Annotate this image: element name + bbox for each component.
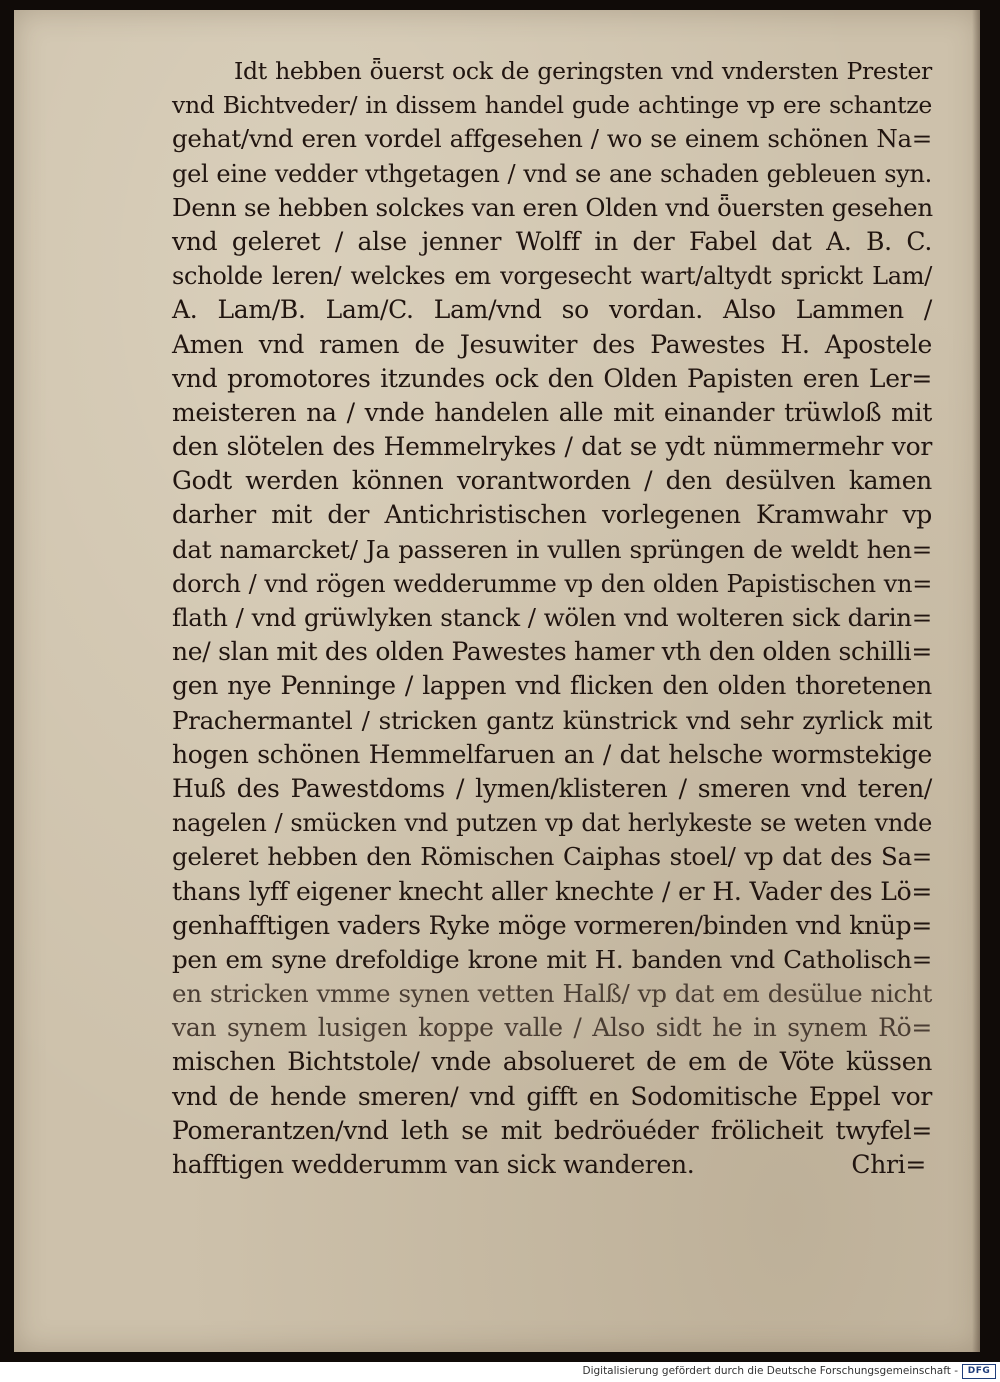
text-line: Denn se hebben solckes van eren Olden vnd ȫuersten gesehen <box>172 192 933 222</box>
text-line: gel eine vedder vthgetagen / vnd se ane schaden gebleuen syn. <box>172 159 932 188</box>
text-line: vnd promotores itzundes ock den Olden Papisten eren Ler= <box>172 363 932 393</box>
text-line-last <box>172 1148 932 1182</box>
book-page <box>14 10 980 1352</box>
text-line: geleret hebben den Römischen Caiphas stoel/ vp dat des Sa= <box>172 842 932 872</box>
text-line: Pomerantzen/vnd leth se mit bedröuéder frölicheit twyfel= <box>172 1115 932 1145</box>
text-line: darher mit der Antichristischen vorlegenen Kramwahr vp <box>172 500 932 530</box>
text-line: Huß des Pawestdoms / lymen/klisteren / smeren vnd teren/ <box>172 773 932 803</box>
text-line: pen em syne drefoldige krone mit H. banden vnd Catholisch= <box>172 944 932 974</box>
text-line: mischen Bichtstole/ vnde absolueret de em de Vöte küssen <box>172 1047 932 1077</box>
text-line: scholde leren/ welckes em vorgesecht wart/altydt sprickt Lam/ <box>172 262 932 291</box>
text-line: meisteren na / vnde handelen alle mit einander trüwloß mit <box>172 397 932 427</box>
text-line: van synem lusigen koppe valle / Also sidt he in synem Rö= <box>172 1013 932 1043</box>
last-line-text: hafftigen wedderumm van sick wanderen. <box>172 1150 695 1179</box>
text-line: Amen vnd ramen de Jesuwiter des Pawestes H. Apostele <box>172 329 932 359</box>
text-line: Prachermantel / stricken gantz künstrick vnd sehr zyrlick mit <box>172 705 932 735</box>
text-line: Idt hebben ȫuerst ock de geringsten vnd vndersten Prester <box>234 57 932 85</box>
text-line: flath / vnd grüwlyken stanck / wölen vnd wolteren sick darin= <box>172 603 932 632</box>
text-line: A. Lam/B. Lam/C. Lam/vnd so vordan. Also Lammen / <box>172 295 932 325</box>
dfg-logo-icon[interactable]: DFG <box>962 1364 996 1379</box>
text-line: dorch / vnd rögen wedderumme vp den olden Papistischen vn= <box>172 569 932 598</box>
text-line: vnd Bichtveder/ in dissem handel gude achtinge vp ere schantze <box>172 91 932 120</box>
text-line: hogen schönen Hemmelfaruen an / dat helsche wormstekige <box>172 739 932 769</box>
text-line: Godt werden können vorantworden / den desülven kamen <box>172 466 932 496</box>
text-line: dat namarcket/ Ja passeren in vullen sprüngen de weldt hen= <box>172 534 932 564</box>
text-line: vnd de hende smeren/ vnd gifft en Sodomitische Eppel vor <box>172 1081 932 1111</box>
funding-credit: Digitalisierung gefördert durch die Deutsche Forschungsgemeinschaft - <box>582 1365 958 1377</box>
page-edge-shadow <box>972 10 980 1352</box>
catchword: Chri= <box>851 1150 926 1179</box>
text-line: thans lyff eigener knecht aller knechte / er H. Vader des Lö= <box>172 876 932 906</box>
text-line: genhafftigen vaders Ryke möge vormeren/binden vnd knüp= <box>172 910 932 940</box>
page-text-block <box>172 54 932 1182</box>
footer-bar <box>0 1362 1000 1382</box>
text-line: gen nye Penninge / lappen vnd flicken den olden thoretenen <box>172 671 932 701</box>
text-line: vnd geleret / alse jenner Wolff in der Fabel dat A. B. C. <box>172 226 932 256</box>
text-line: nagelen / smücken vnd putzen vp dat herlykeste se weten vnde <box>172 809 932 838</box>
text-line: den slötelen des Hemmelrykes / dat se ydt nümmermehr vor <box>172 432 932 462</box>
text-line: en stricken vmme synen vetten Halß/ vp dat em desülue nicht <box>172 979 932 1009</box>
text-line: ne/ slan mit des olden Pawestes hamer vth den olden schilli= <box>172 637 932 667</box>
text-line: gehat/vnd eren vordel affgesehen / wo se einem schönen Na= <box>172 124 932 154</box>
